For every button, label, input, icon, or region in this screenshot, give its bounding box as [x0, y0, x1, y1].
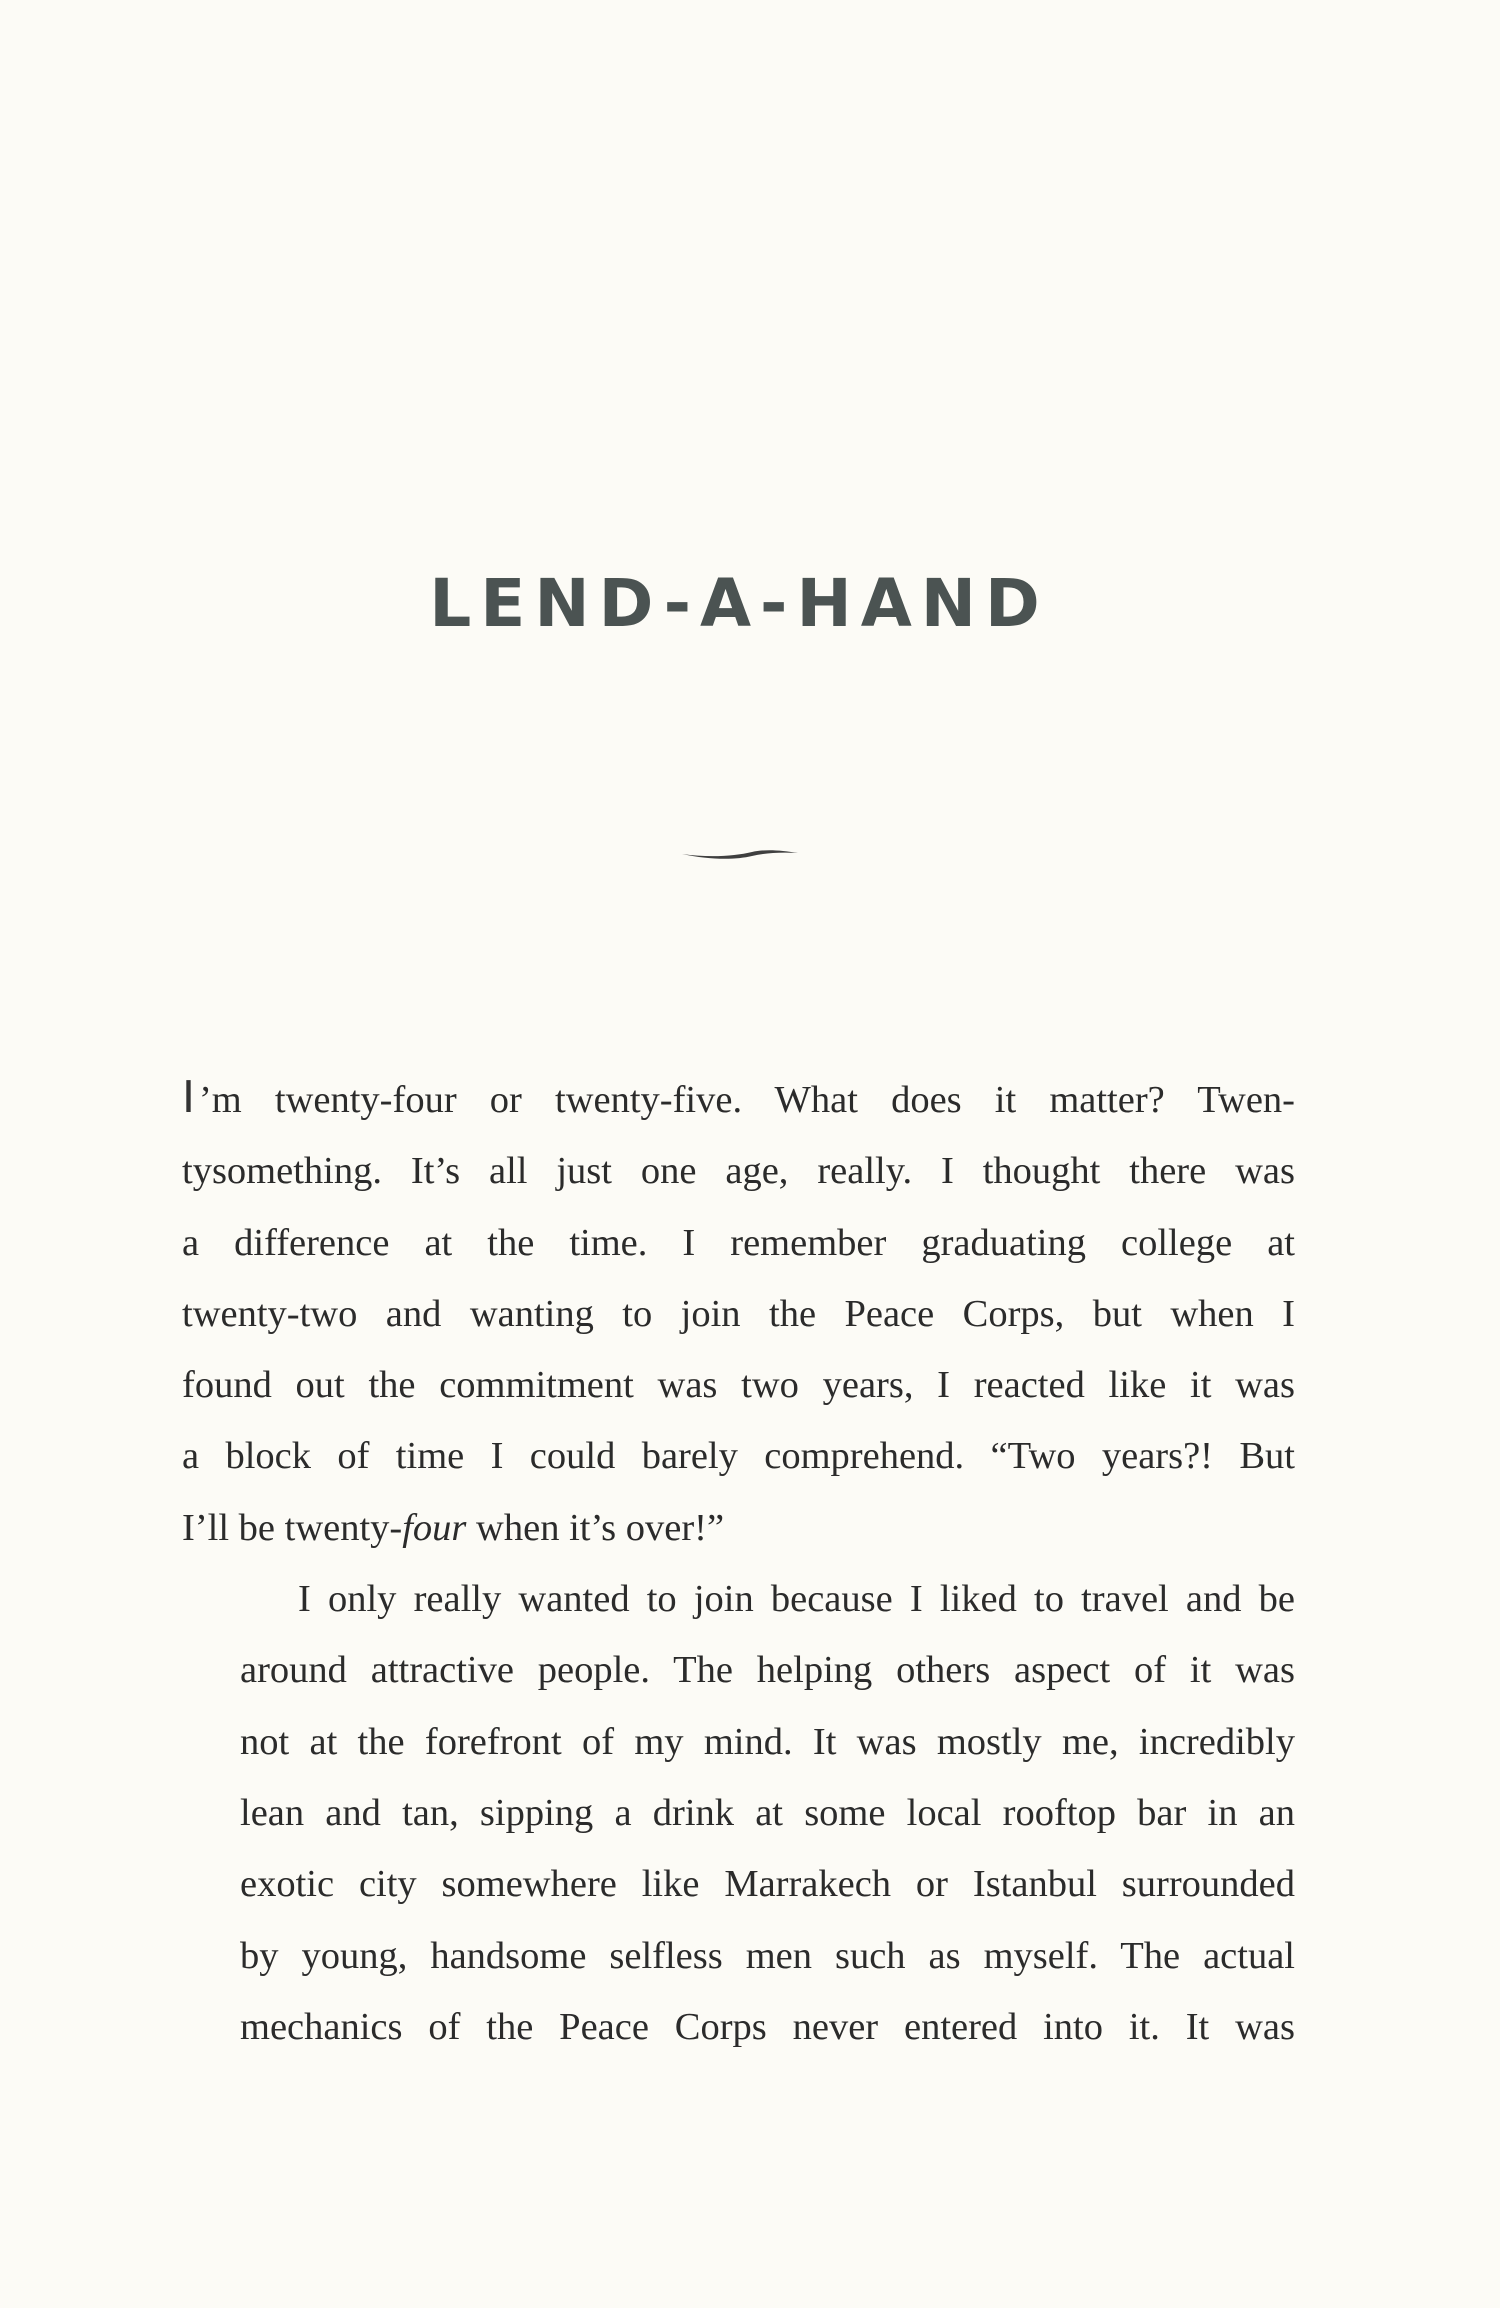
- line-text: when it’s over!”: [466, 1506, 725, 1549]
- paragraph-1: [182, 1062, 1295, 1564]
- text-line: around attractive people. The helping others aspect of it was: [240, 1649, 1295, 1692]
- ornament-dash-icon: [680, 840, 800, 864]
- text-line: exotic city somewhere like Marrakech or Istanbul surrounded: [240, 1863, 1295, 1906]
- line-text: ’m twenty-four or twenty-five. What does it matter? Twen-: [198, 1079, 1295, 1121]
- italic-word: four: [402, 1506, 467, 1549]
- paragraph-2: [182, 1564, 1295, 2063]
- text-line: lean and tan, sipping a drink at some local rooftop bar in an: [240, 1791, 1295, 1834]
- drop-cap: I: [182, 1072, 195, 1123]
- text-line: mechanics of the Peace Corps never entered into it. It was: [240, 2005, 1295, 2048]
- text-line: a difference at the time. I remember graduating college at: [182, 1221, 1295, 1264]
- chapter-title: LEND-A-HAND: [429, 565, 1049, 642]
- text-line: twenty-two and wanting to join the Peace Corps, but when I: [182, 1292, 1295, 1335]
- text-line: I only really wanted to join because I liked to travel and be: [298, 1578, 1295, 1621]
- text-line: [182, 1062, 1295, 1136]
- text-line: a block of time I could barely comprehend. “Two years?! But: [182, 1435, 1295, 1478]
- text-line: [182, 1493, 1295, 1564]
- body-text: [182, 1062, 1295, 2063]
- text-line: found out the commitment was two years, I reacted like it was: [182, 1364, 1295, 1407]
- line-text: I’ll be twenty-: [182, 1506, 403, 1549]
- text-line: tysomething. It’s all just one age, really. I thought there was: [182, 1150, 1295, 1193]
- text-line: by young, handsome selfless men such as myself. The actual: [240, 1934, 1295, 1977]
- text-line: not at the forefront of my mind. It was mostly me, incredibly: [240, 1720, 1295, 1763]
